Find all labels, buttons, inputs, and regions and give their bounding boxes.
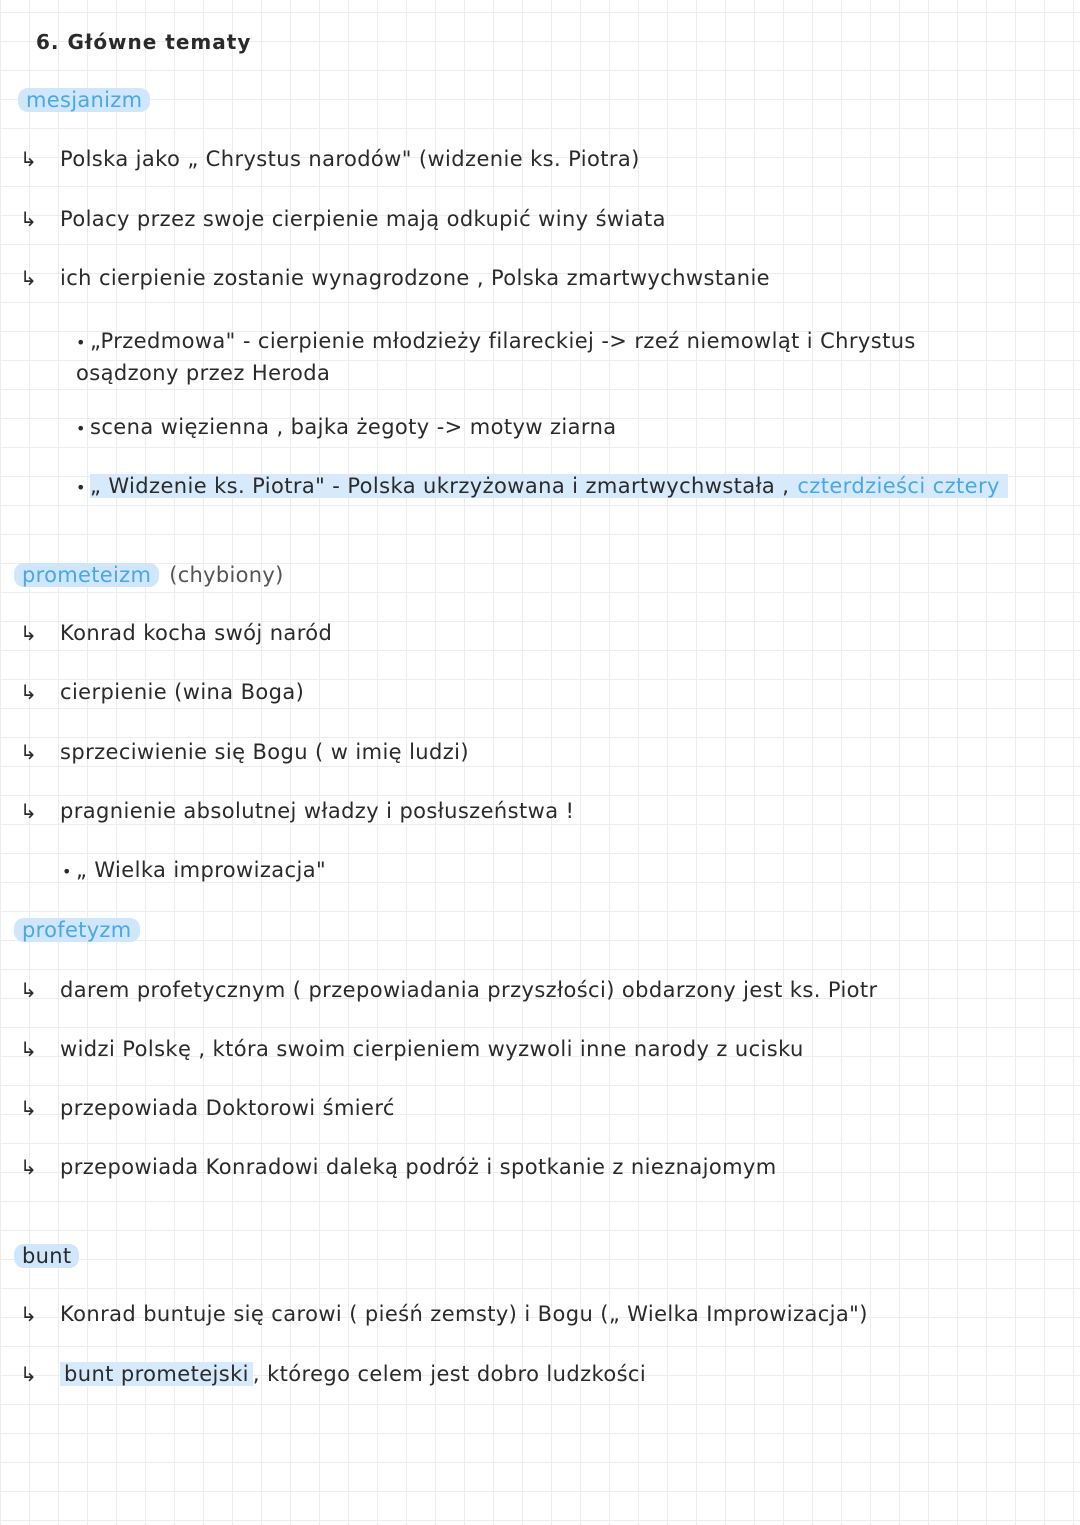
list-item bbox=[20, 207, 666, 231]
point-text: , którego celem jest dobro ludzkości bbox=[252, 1362, 647, 1386]
point-text: Polska jako „ Chrystus narodów" (widzenie ks. Piotra) bbox=[60, 147, 640, 171]
list-item bbox=[20, 680, 304, 704]
section-label-profetyzm bbox=[14, 918, 140, 942]
list-item bbox=[20, 147, 640, 171]
hooked-arrow-icon: ↳ bbox=[20, 147, 38, 171]
dot-icon: • bbox=[76, 333, 86, 352]
bunt-label: bunt bbox=[14, 1244, 79, 1268]
point-text: Konrad buntuje się carowi ( pieśń zemsty) i Bogu („ Wielka Improwizacja") bbox=[60, 1302, 868, 1326]
section-label-prometeizm bbox=[14, 563, 284, 587]
list-item bbox=[20, 1096, 395, 1120]
bullet-text: „ Wielka improwizacja" bbox=[76, 858, 327, 882]
point-text: przepowiada Konradowi daleką podróż i spotkanie z nieznajomym bbox=[60, 1155, 777, 1179]
hooked-arrow-icon: ↳ bbox=[20, 1155, 38, 1179]
hooked-arrow-icon: ↳ bbox=[20, 1037, 38, 1061]
list-item bbox=[20, 1037, 804, 1061]
bullet-item bbox=[62, 858, 326, 882]
bullet-text: „ Widzenie ks. Piotra" - Polska ukrzyżowana i zmartwychwstała , bbox=[90, 474, 790, 498]
highlighted-text: czterdzieści cztery bbox=[789, 474, 1007, 498]
point-text: Konrad kocha swój naród bbox=[60, 621, 333, 645]
list-item bbox=[20, 740, 469, 764]
point-text: Polacy przez swoje cierpienie mają odkupić winy świata bbox=[60, 207, 666, 231]
section-label-bunt bbox=[14, 1244, 79, 1268]
point-text: darem profetycznym ( przepowiadania przyszłości) obdarzony jest ks. Piotr bbox=[60, 978, 878, 1002]
dot-icon: • bbox=[76, 419, 86, 438]
list-item bbox=[20, 1302, 868, 1326]
list-item bbox=[20, 1155, 777, 1179]
bullet-item bbox=[76, 415, 617, 439]
prometeizm-note: (chybiony) bbox=[169, 563, 284, 587]
mesjanizm-label: mesjanizm bbox=[18, 88, 150, 112]
hooked-arrow-icon: ↳ bbox=[20, 680, 38, 704]
bullet-item bbox=[76, 474, 1008, 498]
hooked-arrow-icon: ↳ bbox=[20, 266, 38, 290]
highlighted-text: bunt prometejski bbox=[60, 1362, 253, 1386]
point-text: pragnienie absolutnej władzy i posłuszeństwa ! bbox=[60, 799, 575, 823]
list-item bbox=[20, 1362, 646, 1386]
hooked-arrow-icon: ↳ bbox=[20, 1302, 38, 1326]
profetyzm-label: profetyzm bbox=[14, 918, 140, 942]
dot-icon: • bbox=[76, 478, 86, 497]
hooked-arrow-icon: ↳ bbox=[20, 740, 38, 764]
list-item bbox=[20, 978, 878, 1002]
bullet-item bbox=[76, 326, 1016, 388]
prometeizm-label: prometeizm bbox=[14, 563, 159, 587]
point-text: ich cierpienie zostanie wynagrodzone , Polska zmartwychwstanie bbox=[60, 266, 770, 290]
point-text: przepowiada Doktorowi śmierć bbox=[60, 1096, 395, 1120]
point-text: widzi Polskę , która swoim cierpieniem wyzwoli inne narody z ucisku bbox=[60, 1037, 804, 1061]
hooked-arrow-icon: ↳ bbox=[20, 978, 38, 1002]
hooked-arrow-icon: ↳ bbox=[20, 621, 38, 645]
bullet-text: scena więzienna , bajka żegoty -> motyw ziarna bbox=[90, 415, 617, 439]
hooked-arrow-icon: ↳ bbox=[20, 1096, 38, 1120]
list-item bbox=[20, 799, 574, 823]
hooked-arrow-icon: ↳ bbox=[20, 207, 38, 231]
bullet-text: „Przedmowa" - cierpienie młodzieży filareckiej -> rzeź niemowląt i Chrystus osądzony przez Heroda bbox=[76, 329, 916, 385]
hooked-arrow-icon: ↳ bbox=[20, 1362, 38, 1386]
point-text: cierpienie (wina Boga) bbox=[60, 680, 305, 704]
page-title: 6. Główne tematy bbox=[36, 30, 252, 54]
section-label-mesjanizm bbox=[18, 88, 150, 112]
list-item bbox=[20, 621, 332, 645]
list-item bbox=[20, 266, 770, 290]
hooked-arrow-icon: ↳ bbox=[20, 799, 38, 823]
point-text: sprzeciwienie się Bogu ( w imię ludzi) bbox=[60, 740, 470, 764]
dot-icon: • bbox=[62, 862, 72, 881]
